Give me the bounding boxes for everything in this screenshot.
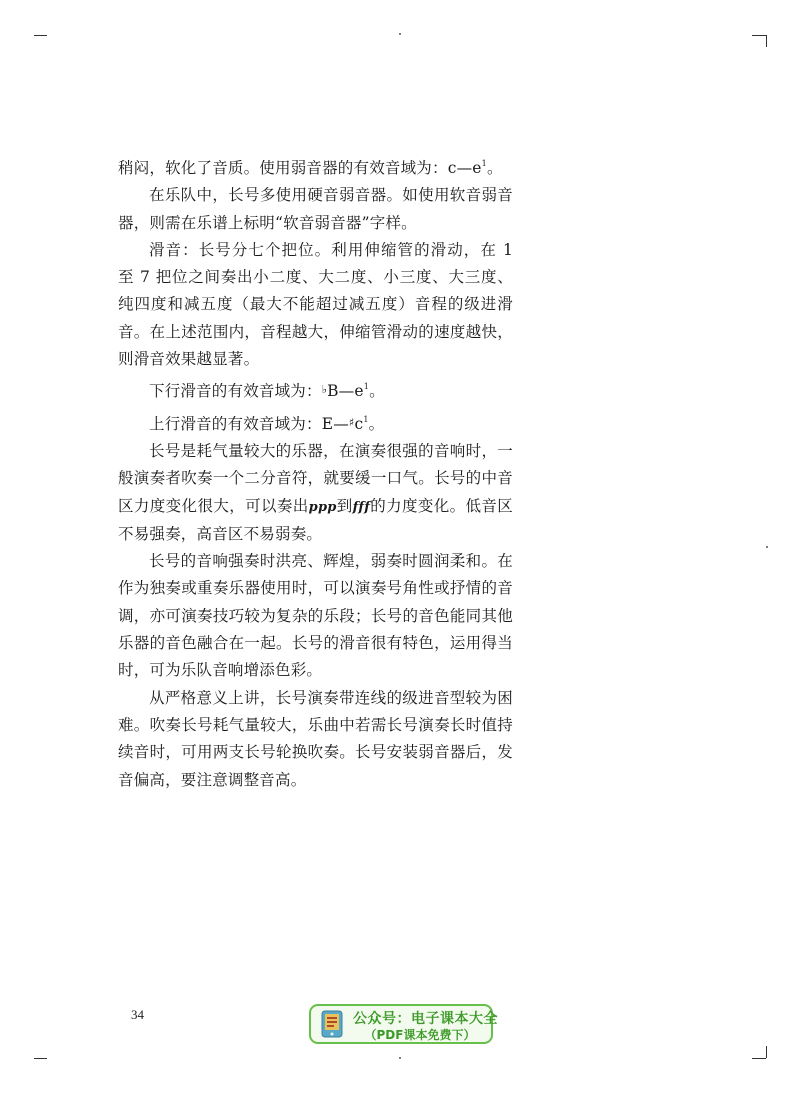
register-dot-top — [399, 33, 401, 35]
paragraph-4: 下行滑音的有效音域为：$♭B—e^1$。 — [149, 382, 385, 401]
paragraph-7: 长号的音响强奏时洪亮、辉煌，弱奏时圆润柔和。在作为独奏或重奏乐器使用时，可以演奏号角性或抒情的音调，亦可演奏技巧较为复杂的乐段；长号的音色能同其他乐器的音色融合在一起。长号的滑音很有特色，运用得当时，可为乐队音响增添色彩。 — [118, 552, 513, 680]
watermark-line-1: 公众号：电子课本大全 — [353, 1011, 498, 1027]
paragraph-1: 稍闷，软化了音质。使用弱音器的有效音域为：$c—e^1$。 — [118, 159, 503, 177]
crop-mark-top-right-vertical — [766, 35, 767, 47]
paragraph-5: 上行滑音的有效音域为：$E—♯c^1$。 — [149, 414, 385, 433]
crop-mark-bottom-right — [752, 1058, 766, 1059]
paragraph-8: 从严格意义上讲，长号演奏带连线的级进音型较为困难。吹奏长号耗气量较大，乐曲中若需长号演奏长时值持续音时，可用两支长号轮换吹奏。长号安装弱音器后，发音偏高，要注意调整音高。 — [118, 688, 513, 789]
register-dot-right — [766, 546, 768, 548]
paragraph-2: 在乐队中，长号多使用硬音弱音器。如使用软音弱音器，则需在乐谱上标明“软音弱音器”字样。 — [118, 186, 513, 232]
crop-mark-top-left — [34, 35, 47, 36]
paragraph-3: 滑音：长号分七个把位。利用伸缩管的滑动，在 1 至 7 把位之间奏出小二度、大二度、小三度、大三度、纯四度和减五度（最大不能超过减五度）音程的级进滑音。在上述范围内，音程越大，伸缩管滑动的速度越快，则滑音效果越显著。 — [118, 240, 513, 369]
flat-symbol: ♭ — [321, 383, 328, 397]
body-text — [118, 150, 513, 794]
paragraph-6: 长号是耗气量较大的乐器，在演奏很强的音响时，一般演奏者吹奏一个二分音符，就要缓一口气。长号的中音区力度变化很大，可以奏出ppp到fff的力度变化。低音区不易强奏，高音区不易弱奏。 — [118, 441, 513, 543]
watermark-line-2: （PDF课本免费下） — [364, 1028, 476, 1042]
watermark-badge — [309, 1004, 498, 1044]
crop-mark-bottom-left — [34, 1058, 47, 1059]
crop-mark-bottom-right-vertical — [766, 1046, 767, 1058]
ebook-icon — [317, 1009, 347, 1039]
register-dot-bottom — [399, 1057, 401, 1059]
dynamic-ppp: ppp — [308, 499, 337, 515]
sharp-symbol: ♯ — [348, 415, 355, 429]
crop-mark-top-right — [752, 35, 766, 36]
dynamic-fff: fff — [352, 499, 370, 515]
page-number: 34 — [131, 1007, 144, 1022]
